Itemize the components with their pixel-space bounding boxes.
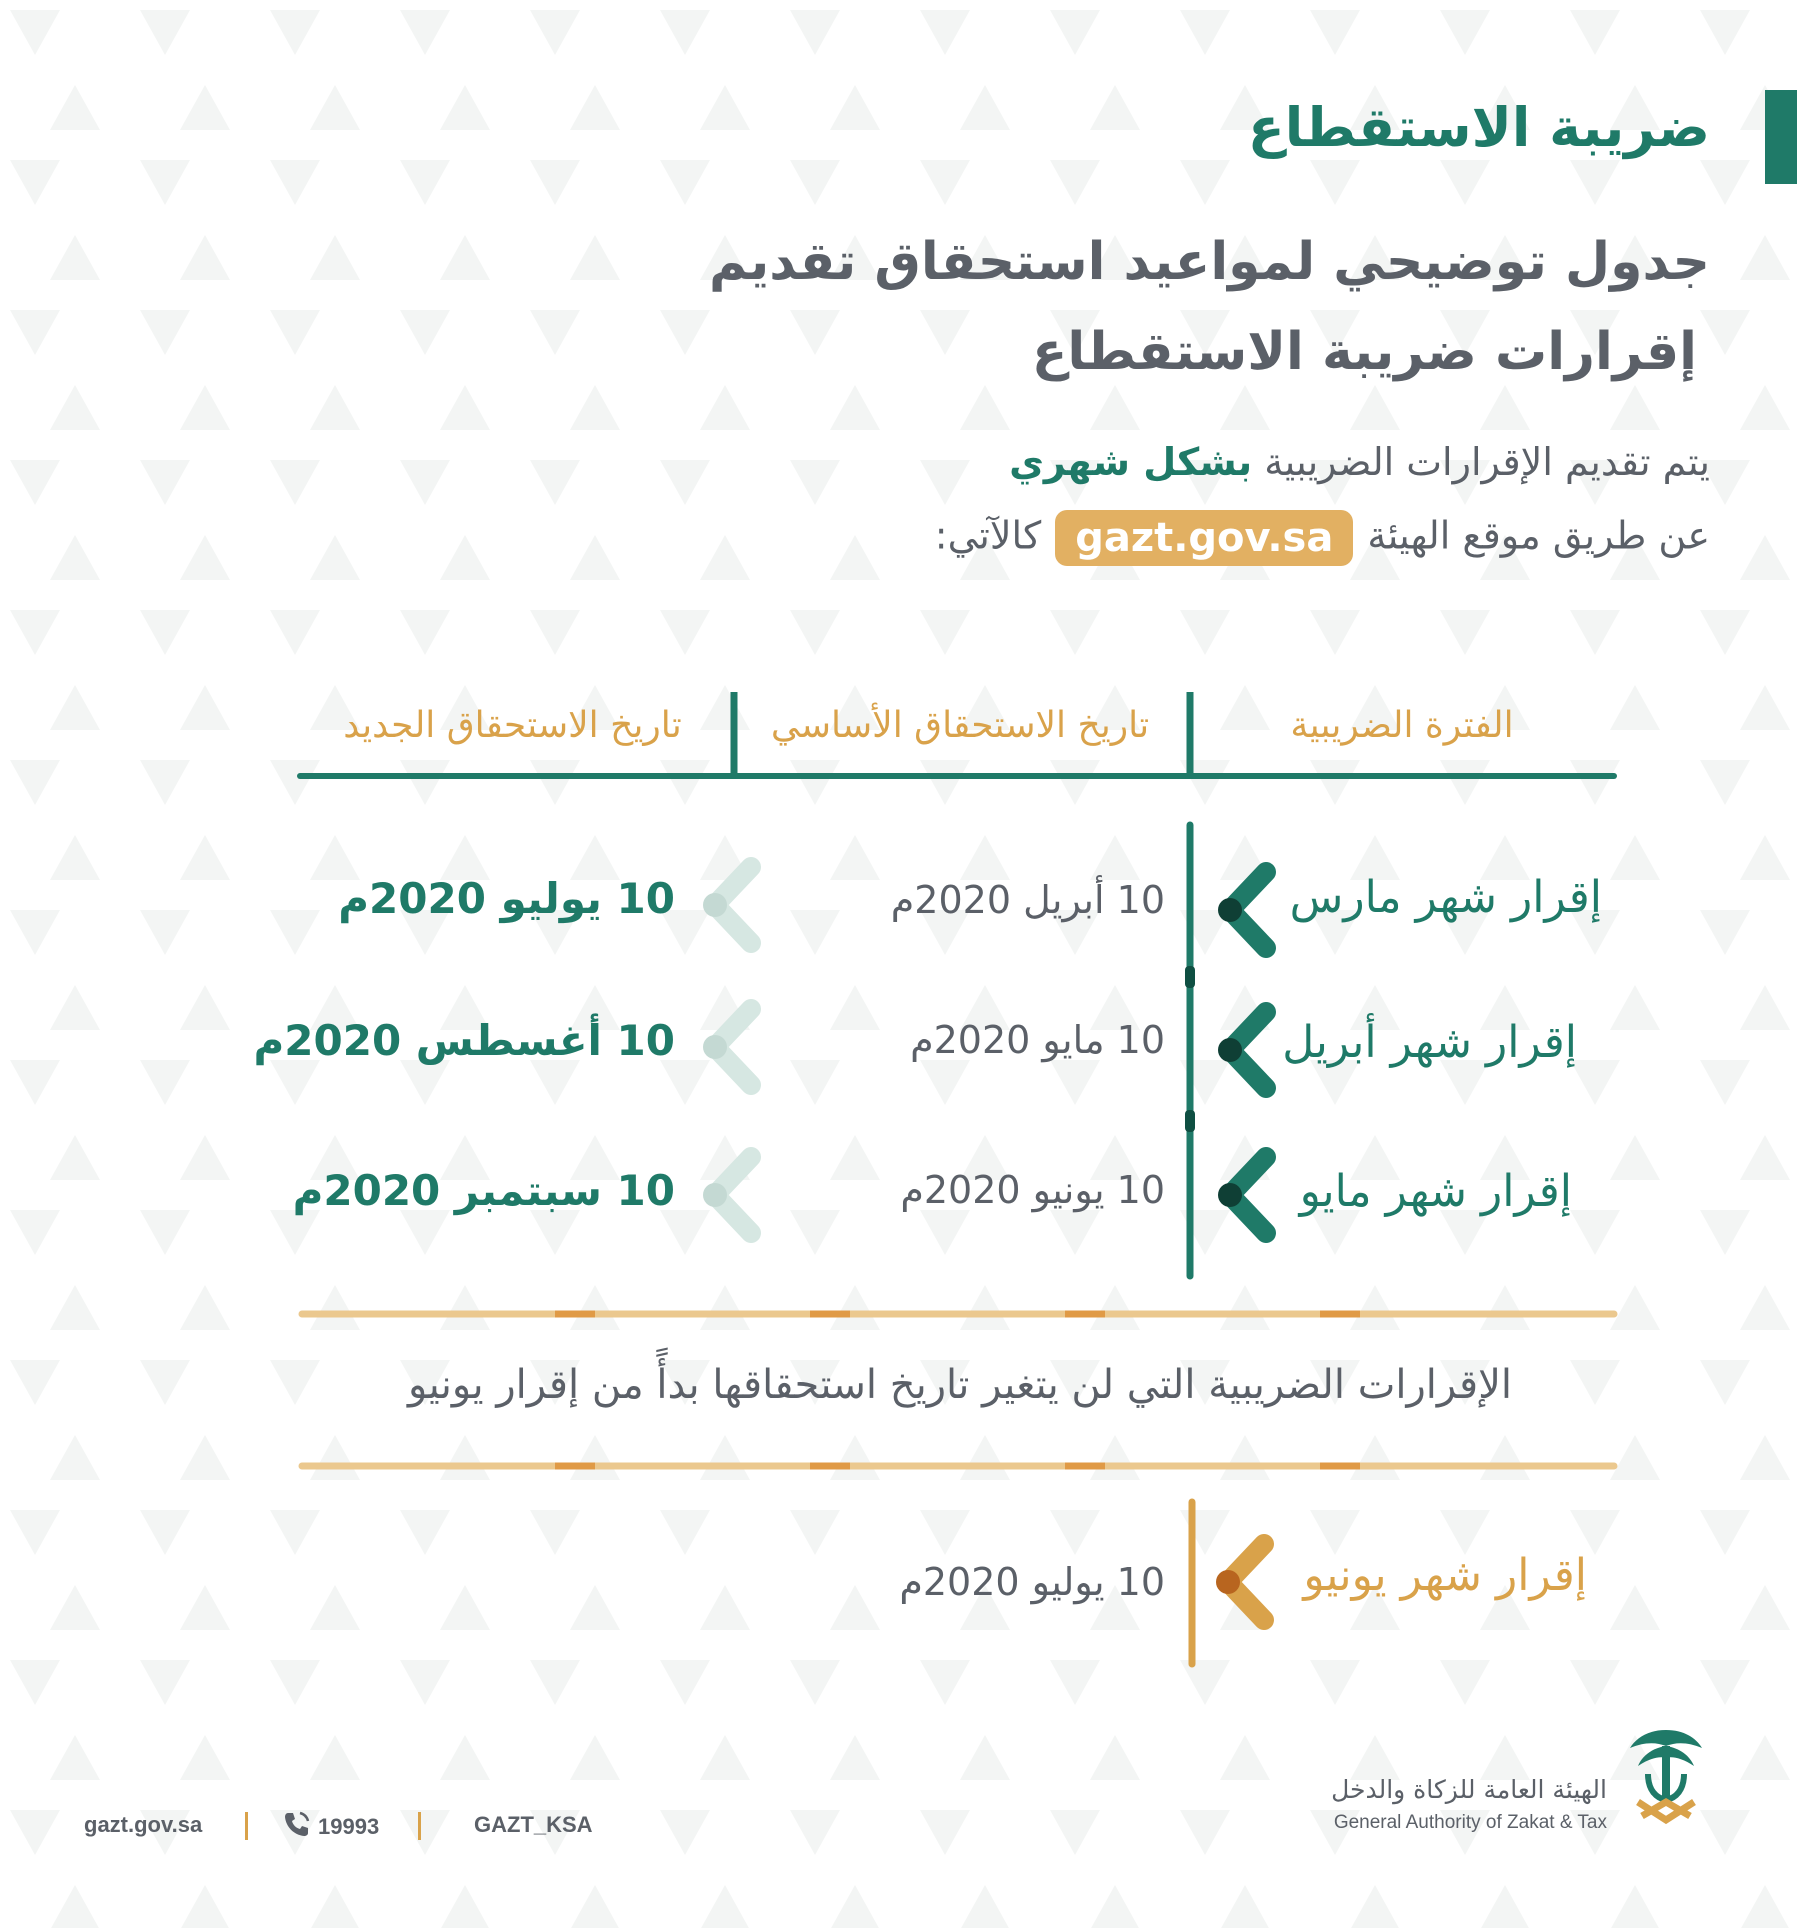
logo-name-arabic: الهيئة العامة للزكاة والدخل <box>1331 1775 1607 1804</box>
footer-website[interactable]: gazt.gov.sa <box>84 1812 203 1837</box>
subtitle-line-1: جدول توضيحي لمواعيد استحقاق تقديم <box>708 232 1710 292</box>
phone-icon <box>282 1810 312 1838</box>
header-original-due: تاريخ الاستحقاق الأساسي <box>770 705 1150 746</box>
chevron-left-gold-icon <box>1210 1532 1280 1632</box>
header-tax-period: الفترة الضريبية <box>1290 705 1514 746</box>
intro-suffix: كالآتي: <box>934 513 1042 558</box>
row-2-period: إقرار شهر أبريل <box>1282 1017 1577 1068</box>
subtitle-line-2: إقرارات ضريبة الاستقطاع <box>1031 322 1697 382</box>
june-original-due: 10 يوليو 2020م <box>899 1560 1165 1604</box>
gazt-logo-icon <box>1618 1720 1714 1830</box>
unchanged-note: الإقرارات الضريبية التي لن يتغير تاريخ استحقاقها بدأً من إقرار يونيو <box>407 1362 1513 1408</box>
june-period: إقرار شهر يونيو <box>1303 1550 1587 1601</box>
page-title: ضريبة الاستقطاع <box>1247 96 1710 159</box>
row-1-period: إقرار شهر مارس <box>1289 872 1602 923</box>
row-3-new-due: 10 سبتمبر 2020م <box>292 1166 675 1215</box>
footer-divider <box>245 1812 248 1840</box>
row-3-period: إقرار شهر مايو <box>1299 1166 1572 1217</box>
row-2-original-due: 10 مايو 2020م <box>910 1018 1165 1062</box>
intro-emphasis: بشكل شهري <box>1009 440 1253 484</box>
logo-name-english: General Authority of Zakat & Tax <box>1333 1812 1607 1833</box>
footer-phone[interactable]: 19993 <box>318 1814 380 1839</box>
intro-text: يتم تقديم الإقرارات الضريبية <box>1264 440 1710 484</box>
row-1-new-due: 10 يوليو 2020م <box>338 874 675 923</box>
row-2-new-due: 10 أغسطس 2020م <box>253 1016 675 1065</box>
row-3-original-due: 10 يونيو 2020م <box>900 1168 1165 1212</box>
row-1-original-due: 10 أبريل 2020م <box>890 878 1165 922</box>
header-new-due: تاريخ الاستحقاق الجديد <box>343 705 682 746</box>
footer-divider <box>418 1812 421 1840</box>
intro-text-2: عن طريق موقع الهيئة <box>1367 513 1710 558</box>
website-link[interactable]: gazt.gov.sa <box>1055 510 1353 566</box>
footer-social-handle[interactable]: GAZT_KSA <box>474 1812 593 1837</box>
